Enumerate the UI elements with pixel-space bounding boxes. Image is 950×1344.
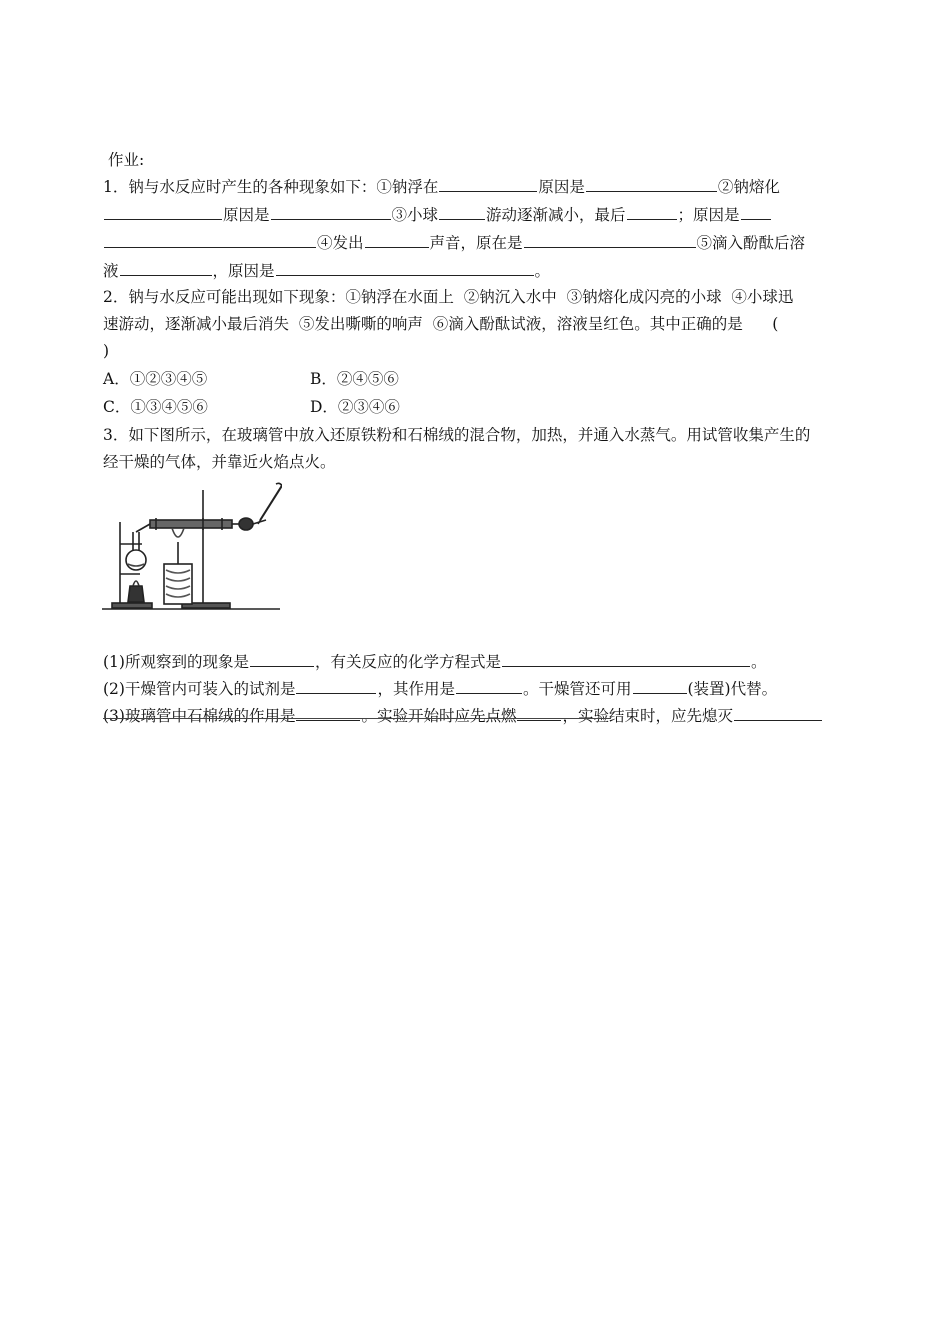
glass-tube — [150, 520, 232, 528]
q3-line-1: 3．如下图所示，在玻璃管中放入还原铁粉和石棉绒的混合物，加热，并通入水蒸气。用试管收集产生的 — [103, 426, 811, 444]
answer-blank[interactable] — [276, 260, 534, 276]
answer-blank[interactable] — [734, 705, 822, 721]
q2-line-2: 速游动，逐渐减小最后消失 ⑤发出嘶嘶的响声 ⑥滴入酚酞试液，溶液呈红色。其中正确的是 ( — [103, 315, 779, 333]
drying-tube — [239, 518, 253, 530]
homework-heading: 作业: — [108, 151, 145, 169]
answer-blank[interactable] — [104, 232, 316, 248]
q3-part-1: (1)所观察到的现象是 ，有关反应的化学方程式是 。 — [103, 653, 767, 671]
answer-blank[interactable] — [271, 204, 391, 220]
q3-part-3: (3)玻璃管中石棉绒的作用是 。实验开始时应先点燃 ，实验结束时，应先熄灭 — [103, 705, 823, 726]
answer-blank[interactable] — [456, 678, 522, 694]
option-d[interactable]: D．②③④⑥ — [310, 398, 400, 416]
answer-blank[interactable] — [439, 176, 537, 192]
answer-blank[interactable] — [586, 176, 717, 192]
q2-line-3: ) — [103, 342, 110, 360]
q1-line-2: 原因是 ③小球 游动逐渐减小，最后 ；原因是 — [103, 204, 772, 225]
q3-part-2: (2)干燥管内可装入的试剂是 ，其作用是 。干燥管还可用 (装置)代替。 — [103, 680, 778, 698]
q1-line-3: ④发出 声音，原在是 ⑤滴入酚酞后溶 — [103, 232, 805, 253]
option-c[interactable]: C．①③④⑤⑥ — [103, 398, 208, 416]
option-a[interactable]: A．①②③④⑤ — [103, 370, 208, 388]
q2-line-1: 2．钠与水反应可能出现如下现象：①钠浮在水面上 ②钠沉入水中 ③钠熔化成闪亮的小球 ④小球迅 — [103, 288, 794, 306]
left-burner — [128, 586, 144, 602]
answer-blank[interactable] — [439, 204, 485, 220]
answer-blank[interactable] — [633, 678, 687, 694]
flame — [172, 528, 184, 537]
answer-blank[interactable] — [296, 678, 376, 694]
flask — [126, 550, 146, 570]
alcohol-lamp — [164, 564, 192, 604]
answer-blank[interactable] — [741, 204, 771, 220]
answer-blank[interactable] — [104, 204, 222, 220]
answer-blank[interactable] — [250, 651, 314, 667]
q1-line-4: 液 ，原因是 。 — [103, 262, 551, 280]
answer-blank[interactable] — [524, 232, 696, 248]
apparatus-figure — [100, 482, 282, 610]
option-b[interactable]: B．②④⑤⑥ — [310, 370, 399, 388]
answer-blank[interactable] — [120, 260, 212, 276]
answer-blank[interactable] — [627, 204, 677, 220]
q1-line-1: 1．钠与水反应时产生的各种现象如下：①钠浮在 原因是 ②钠熔化 — [103, 178, 780, 196]
answer-continuation-line[interactable] — [103, 718, 611, 719]
q3-line-2: 经干燥的气体，并靠近火焰点火。 — [103, 453, 336, 471]
answer-blank[interactable] — [365, 232, 429, 248]
left-stand-base — [112, 603, 152, 608]
answer-blank[interactable] — [502, 651, 750, 667]
